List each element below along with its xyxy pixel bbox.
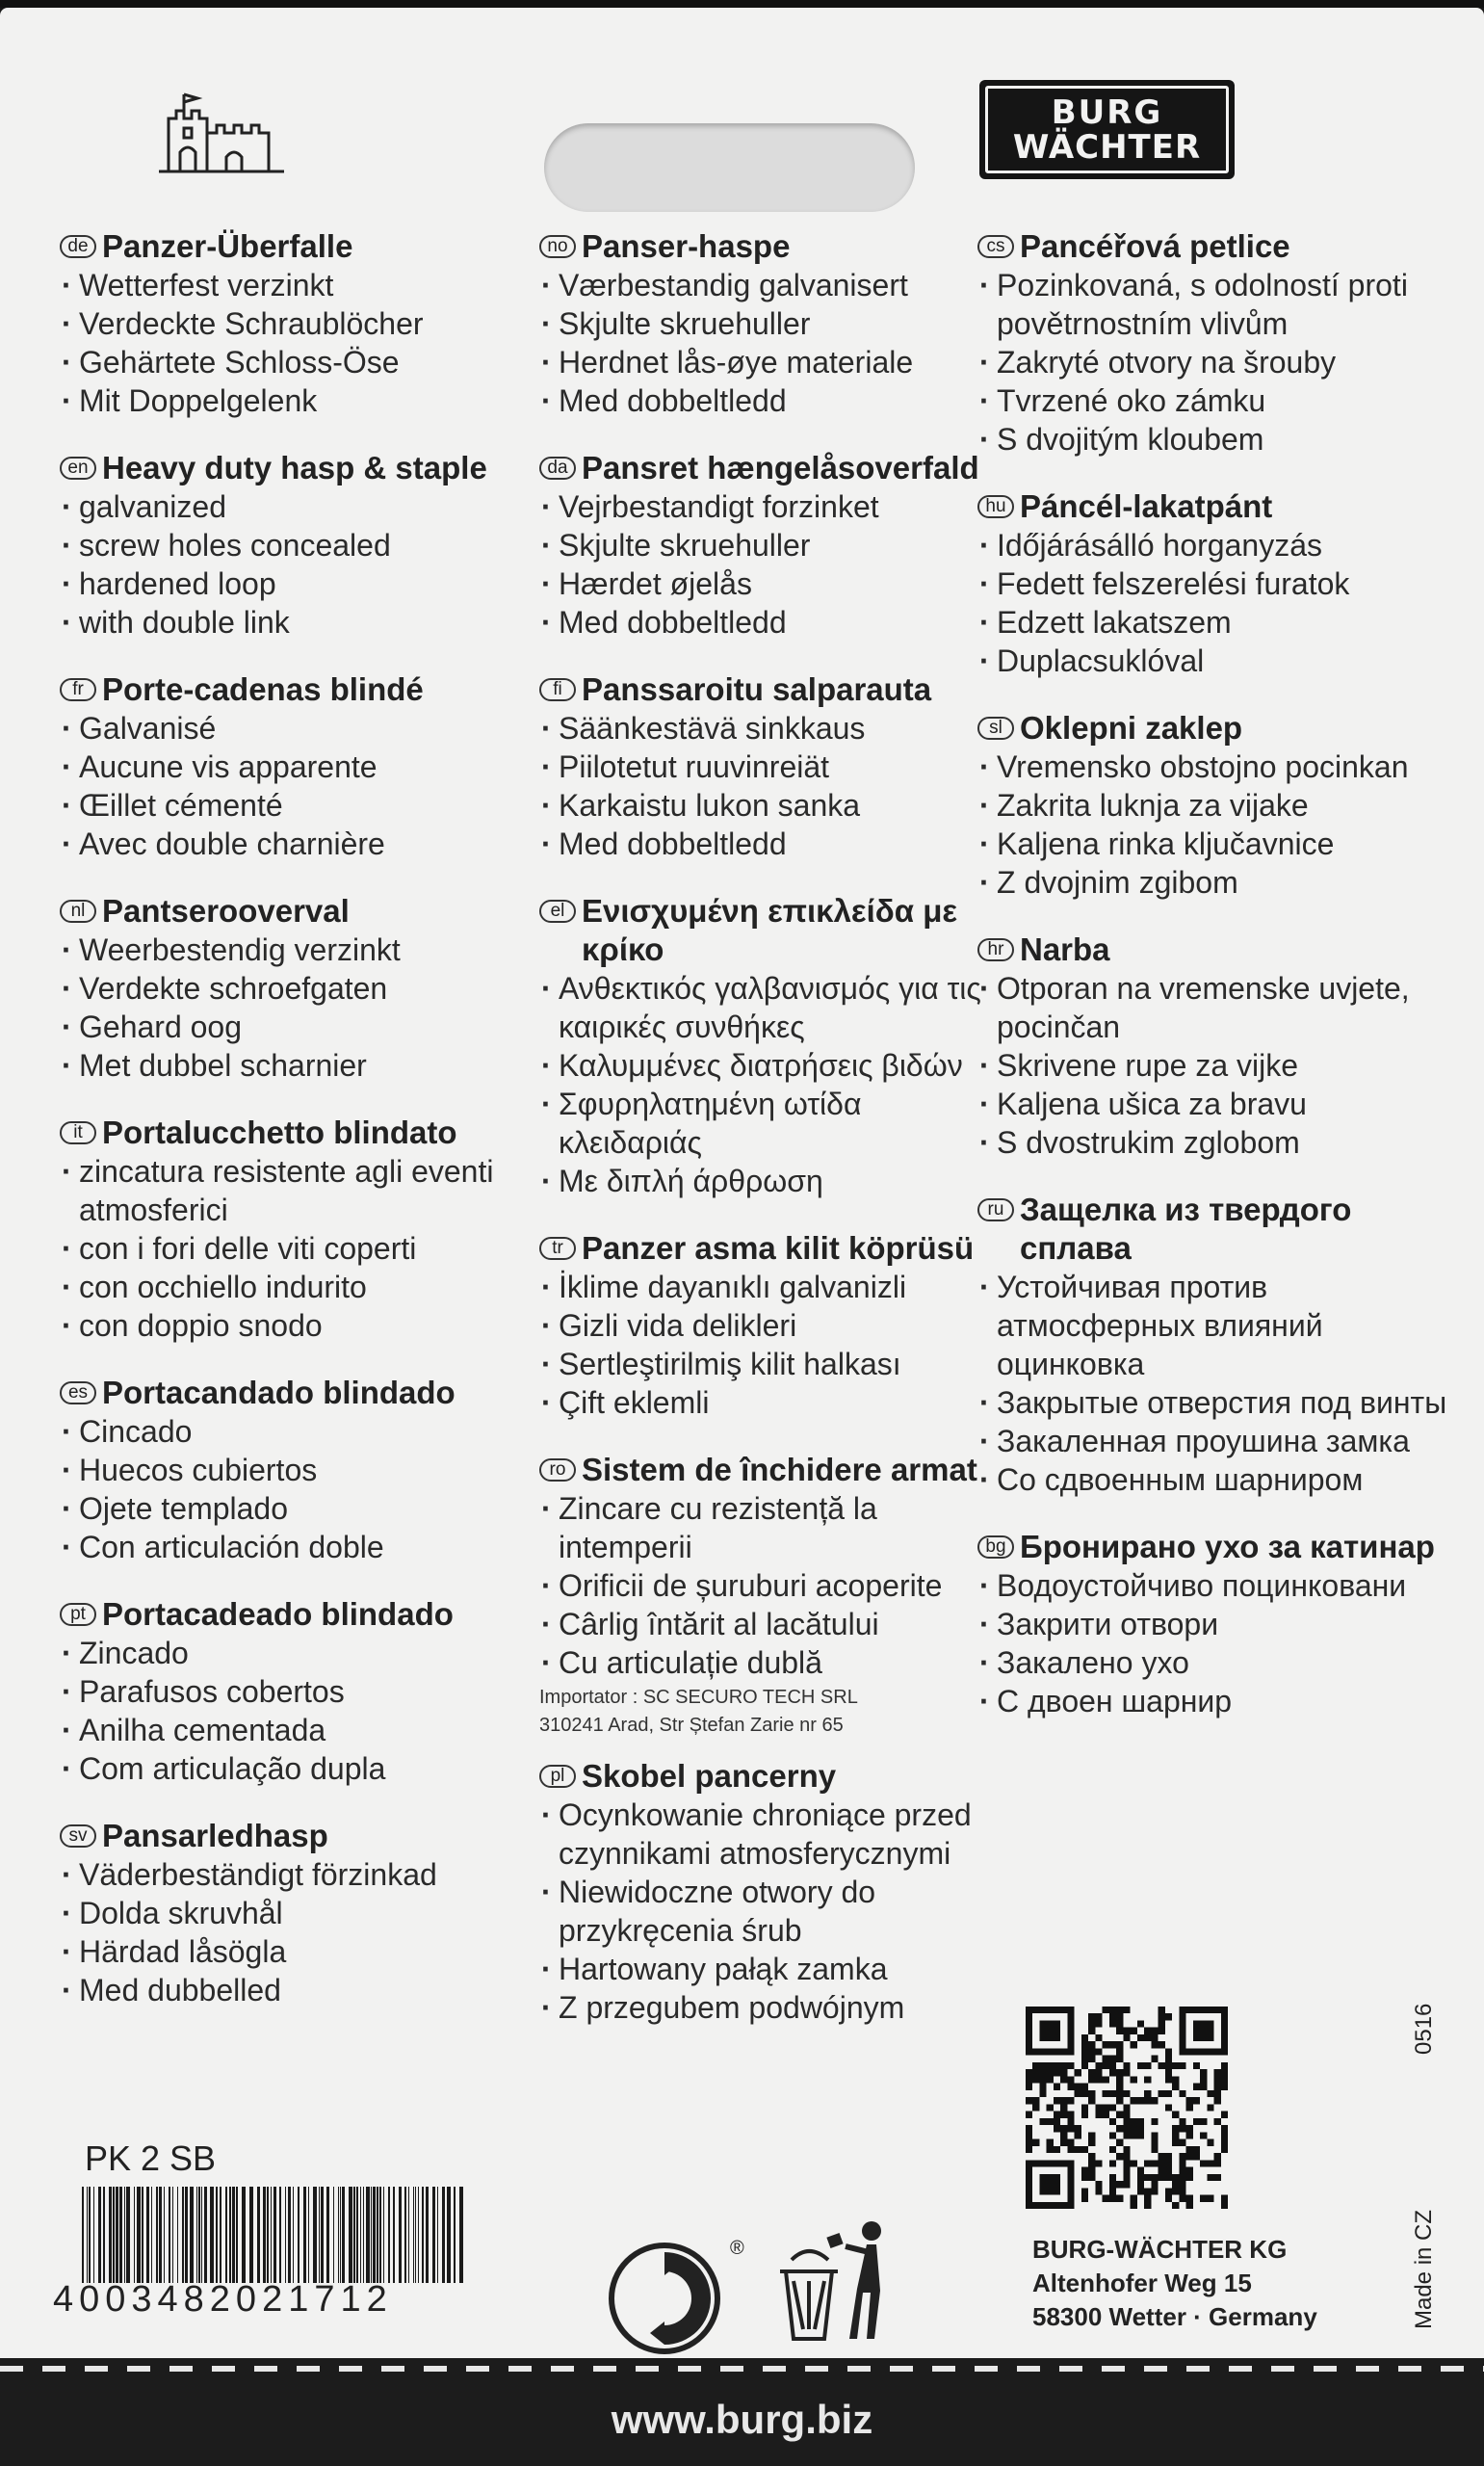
language-code-badge: ru	[977, 1198, 1014, 1221]
language-heading	[539, 892, 987, 969]
language-heading	[539, 1229, 987, 1268]
language-code-badge: nl	[60, 900, 96, 923]
feature-item: · Закаленная проушина замка	[977, 1422, 1449, 1460]
feature-item: · with double link	[60, 603, 512, 642]
language-block-sv	[60, 1817, 512, 2009]
feature-item: · Cu articulație dublă	[539, 1643, 987, 1682]
feature-item: · Orificii de șuruburi acoperite	[539, 1566, 987, 1605]
feature-item: · Mit Doppelgelenk	[60, 381, 512, 420]
language-block-hr	[977, 931, 1449, 1162]
feature-item: · Водоустойчиво поцинковани	[977, 1566, 1449, 1605]
feature-item: · Çift eklemli	[539, 1383, 987, 1422]
language-code-badge: pt	[60, 1603, 96, 1626]
feature-item: · Καλυμμένες διατρήσεις βιδών	[539, 1046, 987, 1085]
language-block-bg	[977, 1528, 1449, 1720]
feature-item: · Gizli vida delikleri	[539, 1306, 987, 1345]
perforation-line	[0, 2366, 1484, 2372]
product-title: Portalucchetto blindato	[102, 1115, 457, 1150]
product-title: Бронирано ухо за катинар	[1020, 1529, 1435, 1564]
product-title: Narba	[1020, 931, 1110, 967]
feature-item: · Z dvojnim zgibom	[977, 863, 1449, 902]
language-code-badge: cs	[977, 235, 1014, 258]
feature-item: · Dolda skruvhål	[60, 1894, 512, 1932]
language-code-badge: sv	[60, 1824, 96, 1848]
language-heading	[60, 1595, 512, 1634]
language-column-3	[977, 227, 1449, 1749]
product-title: Panzer-Überfalle	[102, 228, 353, 264]
feature-item: · Härdad låsögla	[60, 1932, 512, 1971]
burg-waechter-logo	[979, 80, 1235, 179]
language-block-sl	[977, 709, 1449, 902]
feature-item: · Tvrzené oko zámku	[977, 381, 1449, 420]
importer-line1: Importator : SC SECURO TECH SRL	[539, 1687, 858, 1708]
green-dot-recycle-icon	[607, 2233, 742, 2358]
feature-item: · Com articulação dupla	[60, 1749, 512, 1788]
product-title: Páncél-lakatpánt	[1020, 488, 1273, 524]
feature-item: · Verdekte schroefgaten	[60, 969, 512, 1008]
language-block-nl	[60, 892, 512, 1085]
feature-item: · Herdnet lås-øye materiale	[539, 343, 987, 381]
product-title: Pantserooverval	[102, 893, 350, 929]
language-block-fr	[60, 670, 512, 863]
language-block-no	[539, 227, 987, 420]
language-heading	[539, 227, 987, 266]
waste-bin-icon	[770, 2214, 905, 2348]
feature-item: · Værbestandig galvanisert	[539, 266, 987, 304]
language-heading	[60, 1817, 512, 1855]
feature-item: · Med dobbeltledd	[539, 381, 987, 420]
date-code: 0516	[1411, 2003, 1437, 2055]
language-block-cs	[977, 227, 1449, 459]
language-code-badge: fi	[539, 678, 576, 701]
language-code-badge: hr	[977, 938, 1014, 961]
product-title: Pansret hængelåsoverfald	[582, 450, 979, 485]
feature-item: · Gehard oog	[60, 1008, 512, 1046]
feature-item: · Piilotetut ruuvinreiät	[539, 748, 987, 786]
company-city: 58300 Wetter · Germany	[1032, 2302, 1317, 2331]
language-code-badge: el	[539, 900, 576, 923]
language-heading	[977, 487, 1449, 526]
feature-item: · hardened loop	[60, 564, 512, 603]
language-code-badge: ro	[539, 1458, 576, 1482]
feature-item: · con i fori delle viti coperti	[60, 1229, 512, 1268]
language-code-badge: fr	[60, 678, 96, 701]
language-heading	[539, 449, 987, 487]
language-code-badge: pl	[539, 1765, 576, 1788]
language-block-it	[60, 1114, 512, 1345]
feature-item: · Hærdet øjelås	[539, 564, 987, 603]
feature-item: · Με διπλή άρθρωση	[539, 1162, 987, 1200]
feature-item: · Verdeckte Schraublöcher	[60, 304, 512, 343]
language-heading	[539, 670, 987, 709]
language-heading	[60, 227, 512, 266]
feature-item: · Anilha cementada	[60, 1711, 512, 1749]
company-address	[1032, 2233, 1317, 2334]
feature-item: · Σφυρηλατημένη ωτίδα κλειδαριάς	[539, 1085, 987, 1162]
hang-hole	[544, 123, 915, 212]
product-title: Pansarledhasp	[102, 1818, 328, 1853]
product-title: Защелка из твердого сплава	[1020, 1192, 1352, 1266]
language-code-badge: es	[60, 1381, 96, 1404]
language-code-badge: en	[60, 457, 96, 480]
feature-item: · Pozinkovaná, s odolností proti povětrnostním vlivům	[977, 266, 1449, 343]
language-code-badge: it	[60, 1121, 96, 1144]
feature-item: · Med dubbelled	[60, 1971, 512, 2009]
logo-line2: WÄCHTER	[1012, 127, 1202, 167]
language-code-badge: tr	[539, 1237, 576, 1260]
feature-item: · Aucune vis apparente	[60, 748, 512, 786]
feature-item: · Закалено ухо	[977, 1643, 1449, 1682]
language-heading	[60, 892, 512, 931]
feature-item: · Vremensko obstojno pocinkan	[977, 748, 1449, 786]
feature-item: · Con articulación doble	[60, 1528, 512, 1566]
language-heading	[60, 1374, 512, 1412]
product-title: Panssaroitu salparauta	[582, 671, 932, 707]
feature-item: · Ανθεκτικός γαλβανισμός για τις καιρικές συνθήκες	[539, 969, 987, 1046]
feature-item: · Gehärtete Schloss-Öse	[60, 343, 512, 381]
language-block-el	[539, 892, 987, 1200]
feature-item: · Hartowany pałąk zamka	[539, 1950, 987, 1988]
feature-item: · Zakryté otvory na šrouby	[977, 343, 1449, 381]
feature-item: · Otporan na vremenske uvjete, pocinčan	[977, 969, 1449, 1046]
feature-item: · Cincado	[60, 1412, 512, 1451]
feature-item: · Met dubbel scharnier	[60, 1046, 512, 1085]
language-block-pl	[539, 1757, 987, 2027]
feature-item: · Weerbestendig verzinkt	[60, 931, 512, 969]
website-url: www.burg.biz	[611, 2397, 873, 2442]
language-heading	[977, 1528, 1449, 1566]
vertical-print	[1401, 1934, 1459, 2339]
barcode-number: 4003482021712	[53, 2279, 393, 2320]
language-code-badge: bg	[977, 1535, 1014, 1559]
feature-item: · Закрытые отверстия под винты	[977, 1383, 1449, 1422]
language-heading	[977, 227, 1449, 266]
feature-item: · Skrivene rupe za vijke	[977, 1046, 1449, 1085]
feature-item: · Karkaistu lukon sanka	[539, 786, 987, 825]
feature-item: · Galvanisé	[60, 709, 512, 748]
company-name: BURG-WÄCHTER KG	[1032, 2235, 1288, 2264]
feature-item: · Niewidoczne otwory do przykręcenia śrub	[539, 1873, 987, 1950]
product-title: Portacandado blindado	[102, 1375, 456, 1410]
logo-line1: BURG	[1051, 92, 1163, 132]
footer-strip	[0, 2358, 1484, 2466]
feature-item: · screw holes concealed	[60, 526, 512, 564]
language-block-fi	[539, 670, 987, 863]
feature-item: · Wetterfest verzinkt	[60, 266, 512, 304]
qr-code	[1021, 2007, 1233, 2209]
language-block-de	[60, 227, 512, 420]
language-block-en	[60, 449, 512, 642]
feature-item: · Устойчивая против атмосферных влияний оцинковка	[977, 1268, 1449, 1383]
language-heading	[977, 931, 1449, 969]
feature-item: · Skjulte skruehuller	[539, 526, 987, 564]
feature-item: · Ocynkowanie chroniące przed czynnikami atmosferycznymi	[539, 1796, 987, 1873]
language-heading	[60, 1114, 512, 1152]
feature-item: · Sertleştirilmiş kilit halkası	[539, 1345, 987, 1383]
feature-item: · S dvostrukim zglobom	[977, 1123, 1449, 1162]
product-title: Panser-haspe	[582, 228, 791, 264]
language-block-da	[539, 449, 987, 642]
language-code-badge: da	[539, 457, 576, 480]
language-code-badge: sl	[977, 717, 1014, 740]
language-column-2	[539, 227, 987, 2056]
language-heading	[60, 449, 512, 487]
made-in-label: Made in CZ	[1411, 2209, 1437, 2329]
feature-item: · Säänkestävä sinkkaus	[539, 709, 987, 748]
feature-item: · Z przegubem podwójnym	[539, 1988, 987, 2027]
product-title: Heavy duty hasp & staple	[102, 450, 487, 485]
feature-item: · Avec double charnière	[60, 825, 512, 863]
product-title: Sistem de închidere armat	[582, 1452, 977, 1487]
feature-item: · İklime dayanıklı galvanizli	[539, 1268, 987, 1306]
feature-item: · Zincado	[60, 1634, 512, 1672]
company-street: Altenhofer Weg 15	[1032, 2269, 1252, 2297]
feature-item: · Időjárásálló horganyzás	[977, 526, 1449, 564]
feature-item: · Skjulte skruehuller	[539, 304, 987, 343]
language-code-badge: hu	[977, 495, 1014, 518]
language-heading	[60, 670, 512, 709]
feature-item: · Со сдвоенным шарниром	[977, 1460, 1449, 1499]
language-block-es	[60, 1374, 512, 1566]
registered-mark: ®	[730, 2238, 744, 2259]
top-edge	[0, 0, 1484, 8]
language-block-ru	[977, 1191, 1449, 1499]
product-title: Portacadeado blindado	[102, 1596, 454, 1632]
feature-item: · Œillet cémenté	[60, 786, 512, 825]
feature-item: · Duplacsuklóval	[977, 642, 1449, 680]
feature-item: · Parafusos cobertos	[60, 1672, 512, 1711]
language-heading	[977, 1191, 1449, 1268]
language-code-badge: no	[539, 235, 576, 258]
feature-item: · Väderbeständigt förzinkad	[60, 1855, 512, 1894]
feature-item: · Закрити отвори	[977, 1605, 1449, 1643]
feature-item: · con doppio snodo	[60, 1306, 512, 1345]
product-code: PK 2 SB	[85, 2138, 217, 2178]
product-title: Pancéřová petlice	[1020, 228, 1290, 264]
language-code-badge: de	[60, 235, 96, 258]
feature-item: · Kaljena rinka ključavnice	[977, 825, 1449, 863]
packaging-card	[0, 8, 1484, 2358]
feature-item: · con occhiello indurito	[60, 1268, 512, 1306]
language-heading	[539, 1451, 987, 1489]
feature-item: · Vejrbestandigt forzinket	[539, 487, 987, 526]
language-block-ro	[539, 1451, 987, 1738]
language-block-tr	[539, 1229, 987, 1422]
product-title: Panzer asma kilit köprüsü	[582, 1230, 975, 1266]
product-title: Oklepni zaklep	[1020, 710, 1243, 746]
feature-item: · Kaljena ušica za bravu	[977, 1085, 1449, 1123]
feature-item: · Med dobbeltledd	[539, 825, 987, 863]
castle-icon	[149, 66, 294, 181]
feature-item: · Edzett lakatszem	[977, 603, 1449, 642]
language-heading	[977, 709, 1449, 748]
feature-item: · S dvojitým kloubem	[977, 420, 1449, 459]
feature-item: · С двоен шарнир	[977, 1682, 1449, 1720]
language-block-hu	[977, 487, 1449, 680]
feature-item: · Cârlig întărit al lacătului	[539, 1605, 987, 1643]
feature-item: · Zincare cu rezistență la intemperii	[539, 1489, 987, 1566]
feature-item: · Med dobbeltledd	[539, 603, 987, 642]
barcode	[82, 2187, 467, 2283]
feature-item: · Huecos cubiertos	[60, 1451, 512, 1489]
language-column-1	[60, 227, 512, 2038]
product-title: Ενισχυμένη επικλείδα με κρίκο	[582, 893, 958, 967]
language-block-pt	[60, 1595, 512, 1788]
feature-item: · Ojete templado	[60, 1489, 512, 1528]
feature-item: · zincatura resistente agli eventi atmosferici	[60, 1152, 512, 1229]
feature-item: · Zakrita luknja za vijake	[977, 786, 1449, 825]
product-title: Porte-cadenas blindé	[102, 671, 424, 707]
feature-item: · Fedett felszerelési furatok	[977, 564, 1449, 603]
product-title: Skobel pancerny	[582, 1758, 837, 1794]
importer-line2: 310241 Arad, Str Ștefan Zarie nr 65	[539, 1715, 844, 1736]
language-heading	[539, 1757, 987, 1796]
feature-item: · galvanized	[60, 487, 512, 526]
